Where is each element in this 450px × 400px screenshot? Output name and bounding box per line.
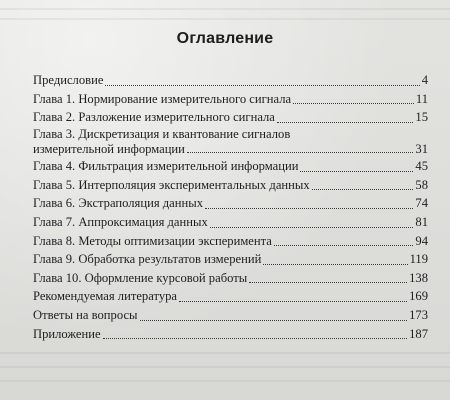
toc-entry <box>33 71 428 90</box>
toc-entry <box>33 108 428 127</box>
toc-entry-label: Глава 10. Оформление курсовой работы <box>33 270 248 285</box>
dot-leader <box>249 282 407 283</box>
toc-entry-page: 11 <box>415 91 428 106</box>
dot-leader <box>274 245 414 246</box>
bleed-through-line <box>0 352 450 354</box>
toc-entry-continuation <box>33 142 428 158</box>
toc-entry-label: Рекомендуемая литература <box>33 289 178 304</box>
dot-leader <box>103 338 408 339</box>
dot-leader <box>293 103 414 104</box>
toc-entry <box>33 157 428 176</box>
toc-entry <box>33 213 428 232</box>
dot-leader <box>179 301 407 302</box>
toc-entry-page: 81 <box>415 215 428 230</box>
toc-entry-page: 173 <box>409 308 428 323</box>
toc-entry-label: Глава 3. Дискретизация и квантование сигналов <box>33 126 291 141</box>
toc-entry-label: Глава 7. Аппроксимация данных <box>33 215 208 230</box>
toc-entry-page: 31 <box>415 141 428 156</box>
toc-entry <box>33 325 428 344</box>
dot-leader <box>312 189 414 190</box>
toc-entry-label: Глава 6. Экстраполяция данных <box>33 196 204 211</box>
toc-entry-page: 58 <box>415 177 428 192</box>
table-of-contents <box>33 71 428 343</box>
toc-entry-label: Глава 4. Фильтрация измерительной информации <box>33 159 299 174</box>
bleed-through-line <box>0 366 450 368</box>
toc-entry <box>33 269 428 288</box>
dot-leader <box>105 85 419 86</box>
toc-entry-page: 15 <box>415 110 428 125</box>
toc-entry <box>33 250 428 269</box>
toc-entry <box>33 90 428 109</box>
dot-leader <box>277 122 414 123</box>
toc-entry-page: 4 <box>421 73 428 87</box>
toc-entry <box>33 176 428 195</box>
toc-entry <box>33 287 428 306</box>
toc-entry-label: Ответы на вопросы <box>33 308 138 323</box>
toc-entry-label: Предисловие <box>33 73 104 87</box>
toc-entry <box>33 306 428 325</box>
dot-leader <box>205 208 413 209</box>
toc-entry-page: 187 <box>409 326 428 341</box>
bleed-through-line <box>0 18 450 20</box>
toc-entry-label-cont: измерительной информации <box>33 141 185 156</box>
toc-entry-label: Глава 2. Разложение измерительного сигнала <box>33 110 275 125</box>
toc-entry-label: Глава 8. Методы оптимизации эксперимента <box>33 233 272 248</box>
toc-entry-page: 94 <box>415 233 428 248</box>
dot-leader <box>187 152 413 153</box>
toc-entry-label: Глава 1. Нормирование измерительного сигнала <box>33 91 292 106</box>
toc-entry-page: 74 <box>415 196 428 211</box>
toc-entry-label: Глава 9. Обработка результатов измерений <box>33 252 262 267</box>
toc-entry-page: 138 <box>409 270 428 285</box>
toc-entry <box>33 194 428 213</box>
toc-entry-page: 169 <box>409 289 428 304</box>
toc-entry <box>33 232 428 251</box>
bleed-through-line <box>0 8 450 10</box>
toc-entry-label: Глава 5. Интерполяция экспериментальных данных <box>33 177 310 192</box>
toc-title: Оглавление <box>176 30 274 47</box>
toc-entry-page: 45 <box>415 159 428 174</box>
toc-entry-page: 119 <box>409 252 428 267</box>
bleed-through-line <box>0 380 450 382</box>
dot-leader <box>210 227 414 228</box>
dot-leader <box>140 320 408 321</box>
dot-leader <box>300 171 413 172</box>
dot-leader <box>263 264 407 265</box>
toc-entry-label: Приложение <box>33 326 101 341</box>
toc-entry <box>33 127 428 158</box>
